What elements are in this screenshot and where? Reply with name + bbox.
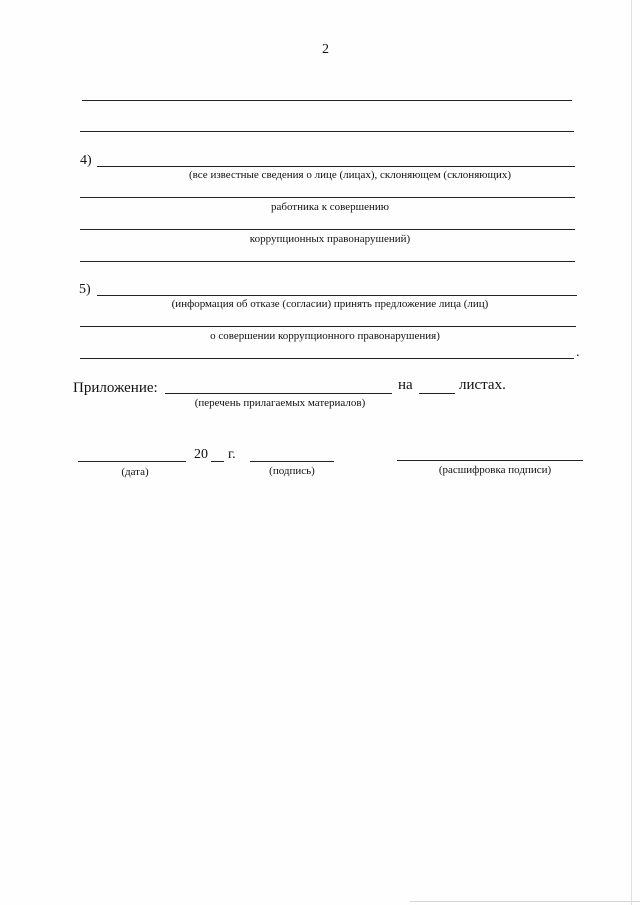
- attachment-line: [165, 393, 392, 394]
- blank-line: [80, 358, 574, 359]
- blank-line: [97, 166, 575, 167]
- sheets-count-line: [419, 393, 455, 394]
- blank-line: [80, 131, 574, 132]
- attachment-caption: (перечень прилагаемых материалов): [194, 397, 366, 409]
- item-4-number: 4): [80, 153, 92, 168]
- date-caption: (дата): [121, 466, 149, 478]
- item-5-number: 5): [79, 282, 91, 297]
- signature-line: [250, 461, 334, 462]
- attachment-on-text: на: [398, 377, 413, 393]
- item-4-caption-1: (все известные сведения о лице (лицах), склоняющем (склоняющих): [189, 169, 511, 181]
- attachment-label: Приложение:: [73, 380, 158, 396]
- item-5-end-mark: .: [576, 345, 580, 360]
- year-suffix: г.: [228, 447, 236, 462]
- blank-line: [80, 261, 575, 262]
- date-line: [78, 461, 186, 462]
- attachment-sheets-text: листах.: [459, 377, 506, 393]
- blank-line: [97, 295, 577, 296]
- scan-edge-bottom: [410, 901, 640, 902]
- blank-line: [80, 326, 576, 327]
- scan-edge-right: [631, 0, 632, 905]
- year-line: [211, 461, 224, 462]
- item-5-caption-1: (информация об отказе (согласии) принять предложение лица (лиц): [171, 298, 489, 310]
- item-4-caption-3: коррупционных правонарушений): [249, 233, 411, 245]
- page-number: 2: [322, 42, 329, 57]
- signature-caption: (подпись): [269, 465, 315, 477]
- blank-line: [80, 229, 575, 230]
- year-prefix: 20: [194, 447, 208, 462]
- decoding-line: [397, 460, 583, 461]
- decoding-caption: (расшифровка подписи): [438, 464, 552, 476]
- blank-line: [80, 197, 575, 198]
- item-4-caption-2: работника к совершению: [270, 201, 390, 213]
- blank-line: [82, 100, 572, 101]
- item-5-caption-2: о совершении коррупционного правонарушения): [210, 330, 440, 342]
